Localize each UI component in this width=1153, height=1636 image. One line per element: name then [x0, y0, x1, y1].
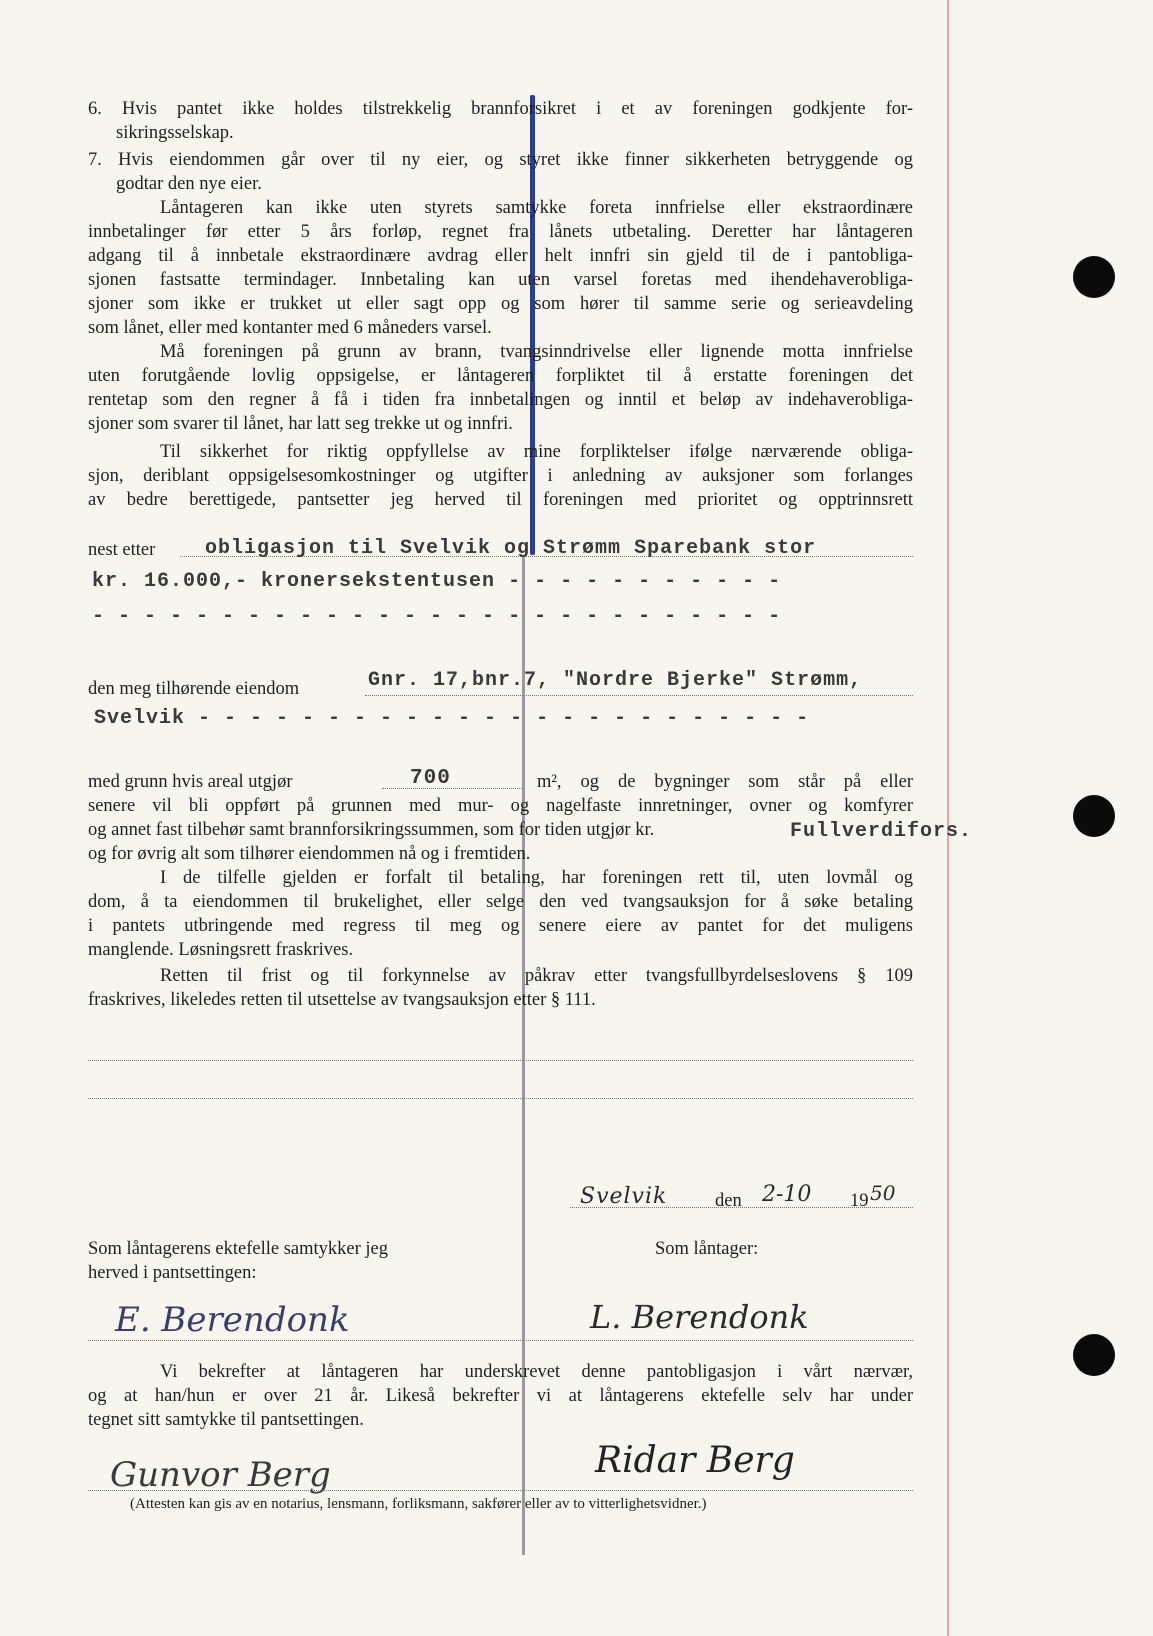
paragraph-line: sjon, deriblant oppsigelsesomkostninger og utgifter i anledning av auksjoner som forlanges: [88, 466, 913, 486]
date-year-suffix: 50: [870, 1181, 896, 1205]
clause-7-line: godtar den nye eier.: [116, 174, 262, 194]
paragraph-line: og annet fast tilbehør samt brannforsikringssummen, som for tiden utgjør kr.: [88, 820, 655, 840]
paragraph-line: fraskrives, likeledes retten til utsettelse av tvangsauksjon etter § 111.: [88, 990, 596, 1010]
punch-hole: [1073, 1334, 1115, 1376]
punch-hole: [1073, 256, 1115, 298]
clause-7-line: 7. Hvis eiendommen går over til ny eier, og styret ikke finner sikkerheten betryggende og: [88, 150, 913, 170]
nest-etter-label: nest etter: [88, 540, 156, 560]
paragraph-line: senere vil bli oppført på grunnen med mur- og nagelfaste innretninger, ovner og komfyrer: [88, 796, 913, 816]
paragraph-line: innbetalinger før etter 5 års forløp, regnet fra lånets utbetaling. Deretter har låntageren: [88, 222, 913, 242]
attest-line: tegnet sitt samtykke til pantsettingen.: [88, 1410, 364, 1430]
fill-line: [88, 1340, 913, 1341]
fill-line: [382, 788, 522, 789]
margin-line: [947, 0, 949, 1636]
clause-6-line: 6. Hvis pantet ikke holdes tilstrekkelig brannforsikret i et av foreningen godkjente for-: [88, 99, 913, 119]
spouse-signature: E. Berendonk: [115, 1300, 350, 1340]
paragraph-line: m², og de bygninger som står på eller: [537, 772, 913, 792]
paragraph-line: manglende. Løsningsrett fraskrives.: [88, 940, 354, 960]
typed-entry: Svelvik - - - - - - - - - - - - - - - - - - - - - - - -: [94, 707, 810, 730]
borrower-signature: L. Berendonk: [590, 1298, 809, 1336]
paragraph-line: Må foreningen på grunn av brann, tvangsinndrivelse eller lignende motta innfrielse: [160, 342, 913, 362]
fill-line: [88, 1098, 913, 1099]
paragraph-line: Retten til frist og til forkynnelse av påkrav etter tvangsfullbyrdelseslovens § 109: [160, 966, 913, 986]
witness-signature-2: Ridar Berg: [595, 1440, 795, 1481]
paragraph-line: I de tilfelle gjelden er forfalt til betaling, har foreningen rett til, uten lovmål og: [160, 868, 913, 888]
eiendom-label: den meg tilhørende eiendom: [88, 679, 300, 699]
paragraph-line: Til sikkerhet for riktig oppfyllelse av mine forpliktelser ifølge nærværende obliga-: [160, 442, 913, 462]
fill-line: [365, 695, 913, 696]
clause-6-line: sikringsselskap.: [116, 123, 234, 143]
typed-entry: kr. 16.000,- kronersekstentusen - - - - - - - - - - -: [92, 570, 782, 593]
attest-line: og at han/hun er over 21 år. Likeså bekrefter vi at låntagerens ektefelle selv har under: [88, 1386, 913, 1406]
date-place: Svelvik: [580, 1184, 668, 1209]
paragraph-line: dom, å ta eiendommen til brukelighet, eller selge den ved tvangsauksjon for å søke betaling: [88, 892, 913, 912]
typed-entry: obligasjon til Svelvik og Strømm Sparebank stor: [205, 537, 817, 560]
typed-entry: - - - - - - - - - - - - - - - - - - - - - - - - - - -: [92, 605, 782, 628]
paragraph-line: uten forutgående lovlig oppsigelse, er låntageren forpliktet til å erstatte foreningen det: [88, 366, 913, 386]
fill-line: [570, 1207, 913, 1208]
punch-hole: [1073, 795, 1115, 837]
areal-label: med grunn hvis areal utgjør: [88, 772, 293, 792]
paragraph-line: sjonen fastsatte termindager. Innbetaling kan uten varsel foretas med ihendehaverobliga-: [88, 270, 913, 290]
date-day: 2-10: [762, 1182, 812, 1207]
witness-signature-1: Gunvor Berg: [110, 1455, 331, 1495]
paragraph-line: rentetap som den regner å få i tiden fra innbetalingen og inntil et beløp av indehaverobliga-: [88, 390, 913, 410]
paragraph-line: av bedre berettigede, pantsetter jeg herved til foreningen med prioritet og opptrinnsrett: [88, 490, 913, 510]
attest-line: Vi bekrefter at låntageren har underskrevet denne pantobligasjon i vårt nærvær,: [160, 1362, 913, 1382]
paragraph-line: sjoner som ikke er trukket ut eller sagt opp og som hører til samme serie og serieavdeling: [88, 294, 913, 314]
areal-value: 700: [410, 767, 451, 790]
spouse-consent-line: Som låntagerens ektefelle samtykker jeg: [88, 1239, 389, 1259]
paragraph-line: sjoner som svarer til lånet, har latt seg trekke ut og innfri.: [88, 414, 513, 434]
typed-entry: Fullverdifors.: [790, 820, 973, 843]
fill-line: [88, 1060, 913, 1061]
paragraph-line: som lånet, eller med kontanter med 6 måneders varsel.: [88, 318, 492, 338]
paragraph-line: i pantets utbringende med regress til meg og senere eiere av pantet for det muligens: [88, 916, 913, 936]
attest-footnote: (Attesten kan gis av en notarius, lensmann, forliksmann, sakfører eller av to vitterlighetsvidner.): [130, 1496, 707, 1512]
borrower-label: Som låntager:: [655, 1239, 759, 1259]
fill-line: [88, 1490, 913, 1491]
typed-entry: Gnr. 17,bnr.7, "Nordre Bjerke" Strømm,: [368, 669, 863, 692]
date-year-prefix: 19: [850, 1191, 869, 1211]
spouse-consent-line: herved i pantsettingen:: [88, 1263, 257, 1283]
paragraph-line: Låntageren kan ikke uten styrets samtykke foreta innfrielse eller ekstraordinære: [160, 198, 913, 218]
paragraph-line: og for øvrig alt som tilhører eiendommen nå og i fremtiden.: [88, 844, 531, 864]
paragraph-line: adgang til å innbetale ekstraordinære avdrag eller helt innfri sin gjeld til de i pantobliga-: [88, 246, 913, 266]
date-den-label: den: [715, 1191, 742, 1211]
